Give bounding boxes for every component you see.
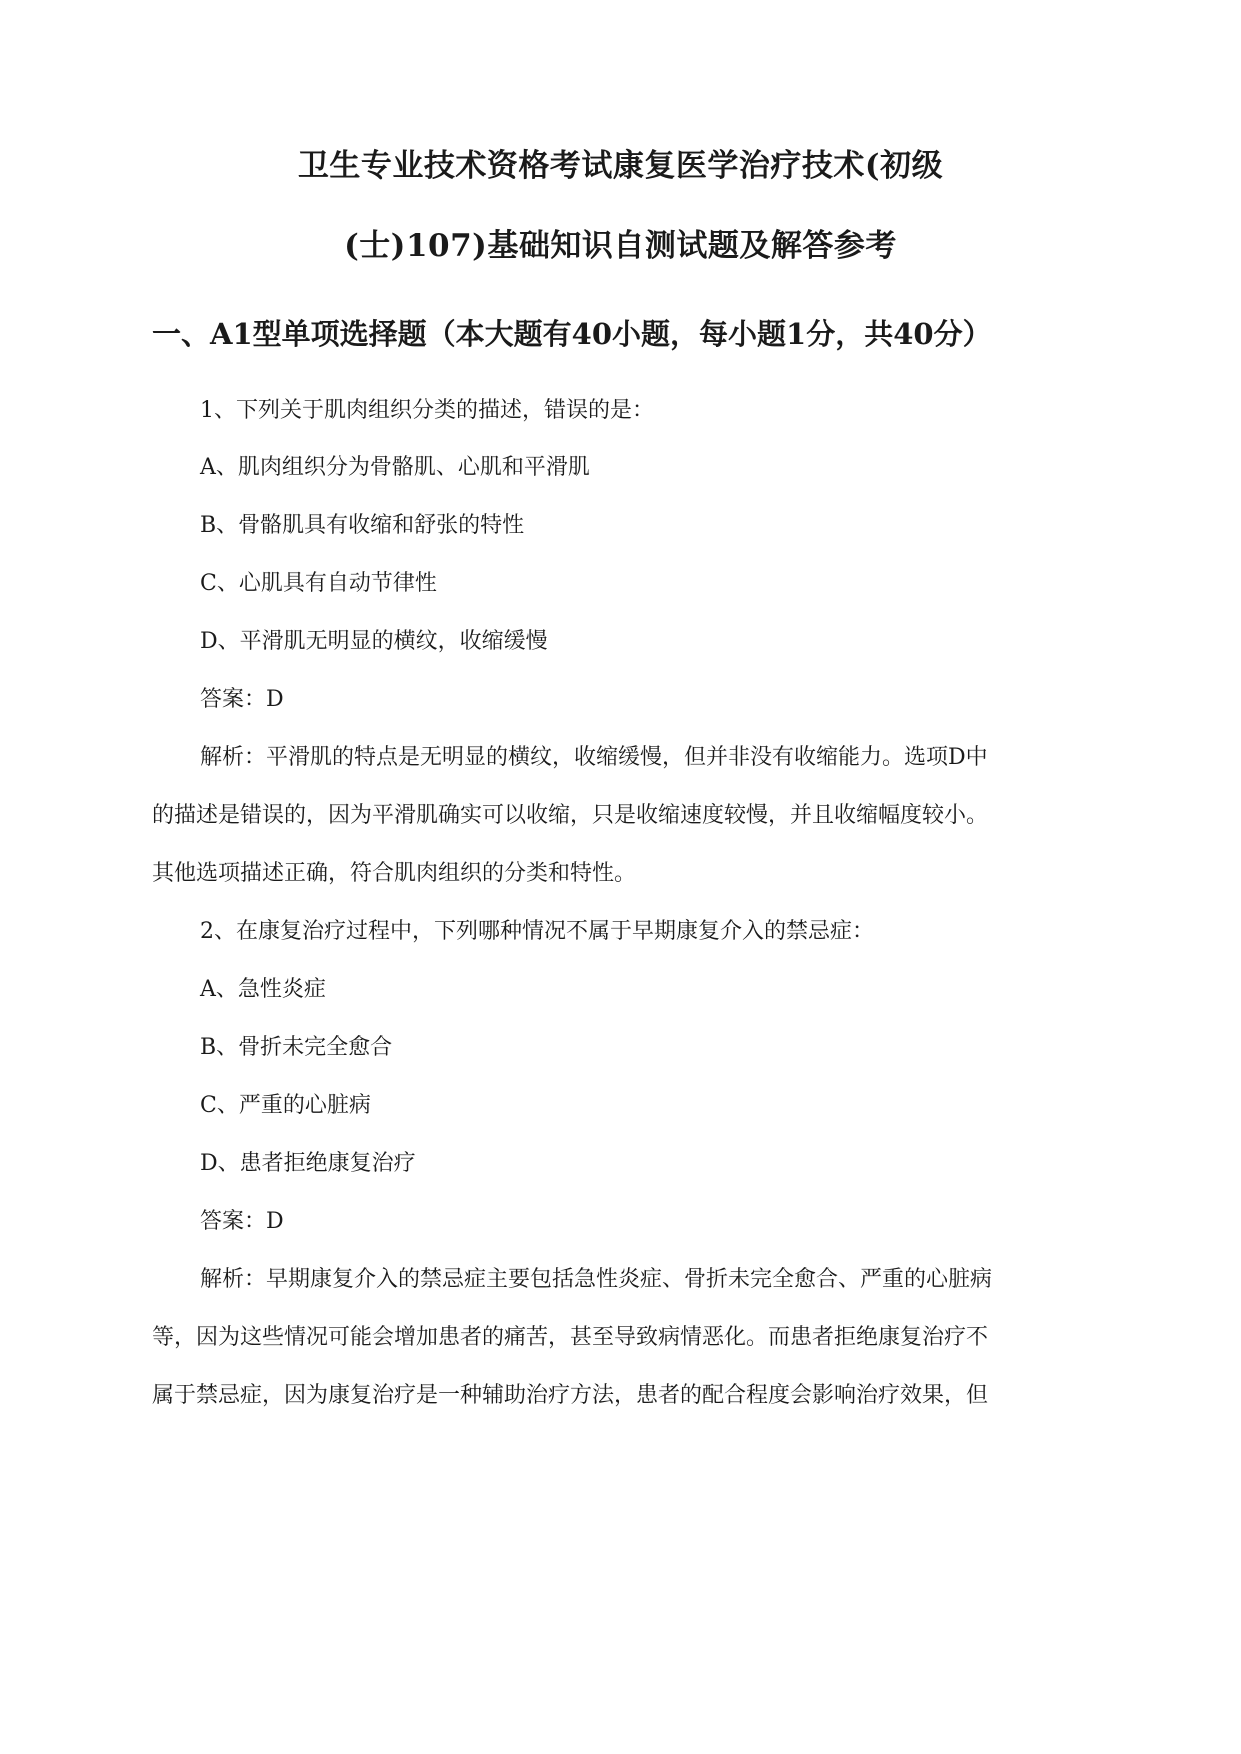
document-title-line-2: (士)107)基础知识自测试题及解答参考 xyxy=(344,228,897,264)
explanation-line: 属于禁忌症，因为康复治疗是一种辅助治疗方法，患者的配合程度会影响治疗效果，但 xyxy=(152,1383,989,1408)
explanation-line: 等，因为这些情况可能会增加患者的痛苦，甚至导致病情恶化。而患者拒绝康复治疗不 xyxy=(152,1325,989,1350)
option-b: B、骨骼肌具有收缩和舒张的特性 xyxy=(200,513,525,538)
document-title-line-1: 卫生专业技术资格考试康复医学治疗技术(初级 xyxy=(297,148,944,184)
explanation-line: 其他选项描述正确，符合肌肉组织的分类和特性。 xyxy=(152,861,637,886)
option-c: C、心肌具有自动节律性 xyxy=(200,571,437,596)
option-a: A、肌肉组织分为骨骼肌、心肌和平滑肌 xyxy=(200,455,590,480)
explanation-line: 解析：早期康复介入的禁忌症主要包括急性炎症、骨折未完全愈合、严重的心脏病 xyxy=(200,1267,993,1292)
question-stem: 1、下列关于肌肉组织分类的描述，错误的是： xyxy=(200,398,654,423)
answer: 答案：D xyxy=(200,687,284,712)
explanation-line: 解析：平滑肌的特点是无明显的横纹，收缩缓慢，但并非没有收缩能力。选项D中 xyxy=(200,745,988,770)
section-heading: 一、A1型单项选择题（本大题有40小题，每小题1分，共40分） xyxy=(152,317,992,351)
question-stem: 2、在康复治疗过程中，下列哪种情况不属于早期康复介入的禁忌症： xyxy=(200,919,874,944)
answer: 答案：D xyxy=(200,1209,284,1234)
option-d: D、患者拒绝康复治疗 xyxy=(200,1151,416,1176)
option-b: B、骨折未完全愈合 xyxy=(200,1035,393,1060)
option-d: D、平滑肌无明显的横纹，收缩缓慢 xyxy=(200,629,548,654)
option-c: C、严重的心脏病 xyxy=(200,1093,371,1118)
option-a: A、急性炎症 xyxy=(200,977,326,1002)
explanation-line: 的描述是错误的，因为平滑肌确实可以收缩，只是收缩速度较慢，并且收缩幅度较小。 xyxy=(152,803,989,828)
